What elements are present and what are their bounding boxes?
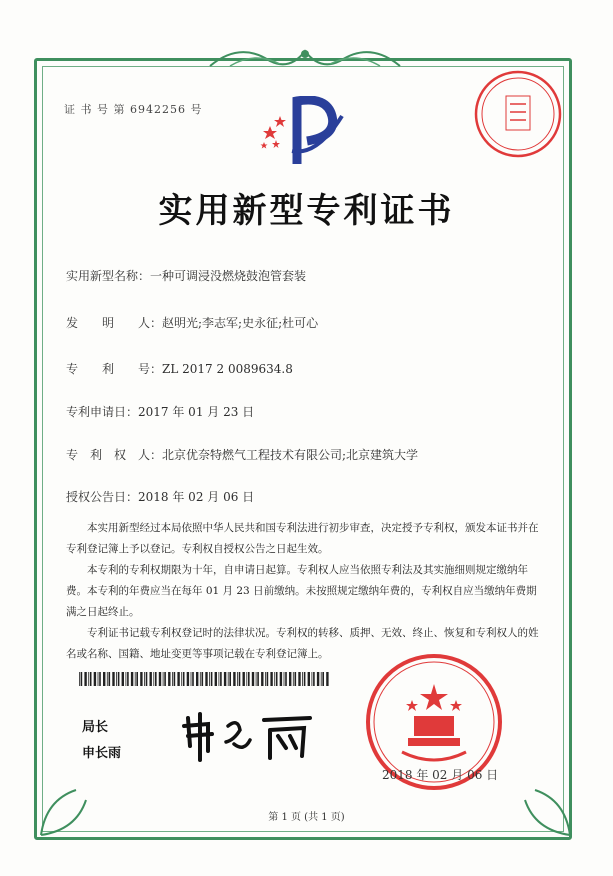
field-label: 发 明 人： [66,316,163,330]
field-label: 实用新型名称： [66,269,151,283]
corner-ornament-bottom-left [36,770,106,840]
field-value: 2018 年 02 月 06 日 [138,490,255,504]
certificate-number-value: 6942256 [130,103,186,116]
field-label: 专利申请日： [66,405,139,419]
handwritten-signature [178,706,318,764]
field-label: 专 利 权 人： [66,448,163,462]
field-value: 北京优奈特燃气工程技术有限公司;北京建筑大学 [162,448,419,462]
cnipa-logo-icon [252,96,362,166]
field-grant-date [66,488,254,505]
barcode [79,672,329,686]
field-inventors [66,314,318,331]
field-label: 专 利 号： [66,362,163,376]
field-value: 一种可调浸没燃烧鼓泡管套装 [150,269,307,283]
field-value: 2017 年 01 月 23 日 [138,405,255,419]
field-application-date [66,403,254,420]
field-label: 授权公告日： [66,490,139,504]
seal-date: 2018 年 02 月 06 日 [382,768,499,782]
certificate-title: 实用新型专利证书 [158,191,455,231]
corner-ornament-bottom-right [505,770,575,840]
paragraph-term: 本专利的专利权期限为十年，自申请日起算。专利权人应当依照专利法及其实施细则规定缴纳年费。本专利的年费应当在每年 01 月 23 日前缴纳。未按照规定缴纳年费的，专利权自应当缴纳年费期满之日起终止。 [66,564,537,618]
field-patentee [66,446,418,463]
paragraph-grant: 本实用新型经过本局依照中华人民共和国专利法进行初步审查，决定授予专利权，颁发本证书并在专利登记簿上予以登记。专利权自授权公告之日起生效。 [66,522,539,555]
field-value: 赵明光;李志军;史永征;杜可心 [162,316,319,330]
paragraph-legal-status: 专利证书记载专利权登记时的法律状况。专利权的转移、质押、无效、终止、恢复和专利权人的姓名或名称、国籍、地址变更等事项记载在专利登记簿上。 [66,627,539,660]
field-value: ZL 2017 2 0089634.8 [162,362,293,376]
field-utility-model-name [66,267,306,284]
certificate-body-text [66,518,541,665]
signatory-name: 申长雨 [82,746,122,761]
signatory-title: 局长 [82,720,109,735]
certificate-number-suffix: 号 [190,103,203,116]
certificate-number [64,101,203,117]
certificate-number-label: 证 书 号 第 [64,103,126,116]
top-ornament [200,36,410,76]
field-patent-number [66,360,293,377]
small-red-seal [470,66,566,162]
page-number: 第 1 页 (共 1 页) [268,812,345,823]
